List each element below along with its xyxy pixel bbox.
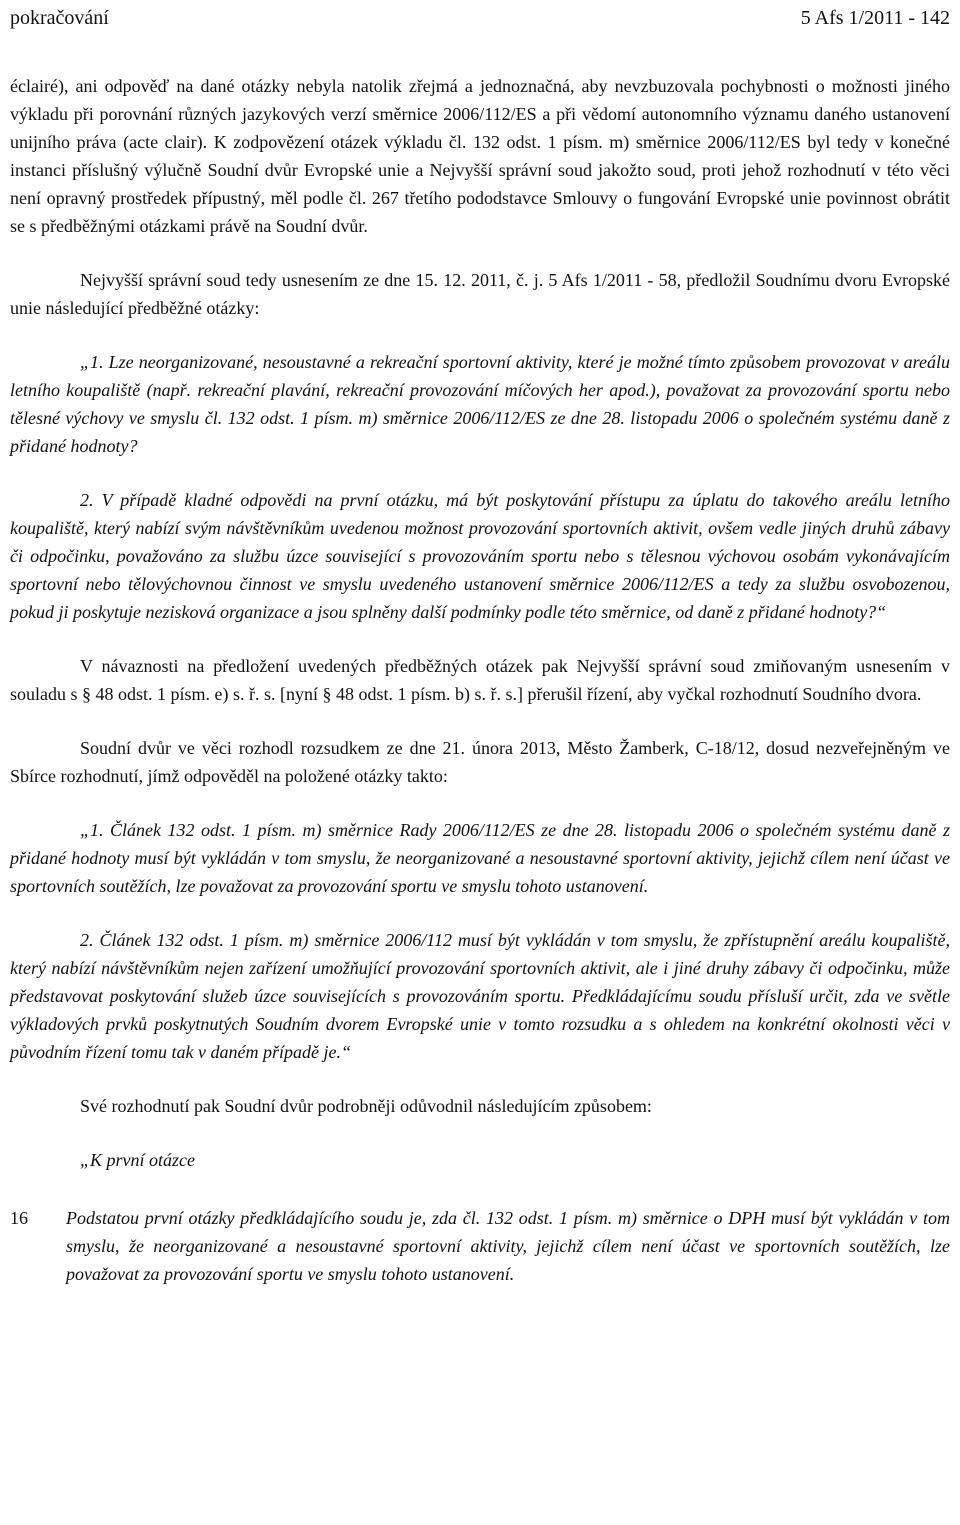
page-header	[10, 8, 950, 28]
paragraph-2: Nejvyšší správní soud tedy usnesením ze dne 15. 12. 2011, č. j. 5 Afs 1/2011 - 58, předložil Soudnímu dvoru Evropské unie následující předběžné otázky:	[10, 270, 950, 318]
question-1: „1. Lze neorganizované, nesoustavné a rekreační sportovní aktivity, které je možné tímto způsobem provozovat v areálu letního koupaliště (např. rekreační plavání, rekreační provozování míčových her apod.), považovat za provozování sportu nebo tělesné výchovy ve smyslu čl. 132 odst. 1 písm. m) směrnice 2006/112/ES ze dne 28. listopadu 2006 o společném systému daně z přidané hodnoty?	[10, 352, 950, 456]
question-2: 2. V případě kladné odpovědi na první otázku, má být poskytování přístupu za úplatu do takového areálu letního koupaliště, který nabízí svým návštěvníkům uvedenou možnost provozování sportovních aktivit, ovšem vedle jiných druhů zábavy či odpočinku, považováno za službu úzce související s provozováním sportu nebo s tělesnou výchovou osobám vykonávajícím sportovní nebo tělovýchovnou činnost ve smyslu uvedeného ustanovení směrnice 2006/112/ES a tedy za službu osvobozenou, pokud ji poskytuje nezisková organizace a jsou splněny další podmínky podle této směrnice, od daně z přidané hodnoty?“	[10, 490, 950, 622]
paragraph-4: Soudní dvůr ve věci rozhodl rozsudkem ze dne 21. února 2013, Město Žamberk, C-18/12, dosud nezveřejněným ve Sbírce rozhodnutí, jímž odpověděl na položené otázky takto:	[10, 738, 950, 786]
paragraph-6: „K první otázce	[80, 1150, 195, 1170]
paragraph-3: V návaznosti na předložení uvedených předběžných otázek pak Nejvyšší správní soud zmiňovaným usnesením v souladu s § 48 odst. 1 písm. e) s. ř. s. [nyní § 48 odst. 1 písm. b) s. ř. s.] přerušil řízení, aby vyčkal rozhodnutí Soudního dvora.	[10, 656, 950, 704]
answer-1: „1. Článek 132 odst. 1 písm. m) směrnice Rady 2006/112/ES ze dne 28. listopadu 2006 o společném systému daně z přidané hodnoty musí být vykládán v tom smyslu, že neorganizované a nesoustavné sportovní aktivity, jejichž cílem není účast ve sportovních soutěžích, lze považovat za provozování sportu ve smyslu tohoto ustanovení.	[10, 820, 950, 896]
case-number: 5 Afs 1/2011 - 142	[800, 7, 950, 29]
footnote-text: Podstatou první otázky předkládajícího soudu je, zda čl. 132 odst. 1 písm. m) směrnice o DPH musí být vykládán v tom smyslu, že neorganizované a nesoustavné sportovní aktivity, jejichž cílem není účast ve sportovních soutěžích, lze považovat za provozování sportu ve smyslu tohoto ustanovení.	[66, 1208, 950, 1284]
footnote-number: 16	[10, 1208, 28, 1228]
paragraph-1: éclairé), ani odpověď na dané otázky nebyla natolik zřejmá a jednoznačná, aby nevzbuzovala pochybnosti o možnosti jiného výkladu při porovnání různých jazykových verzí směrnice 2006/112/ES a při vědomí autonomního významu daného ustanovení unijního práva (acte clair). K zodpovězení otázek výkladu čl. 132 odst. 1 písm. m) směrnice 2006/112/ES byl tedy v konečné instanci příslušný výlučně Soudní dvůr Evropské unie a Nejvyšší správní soud jakožto soud, proti jehož rozhodnutí v této věci není opravný prostředek přípustný, měl podle čl. 267 třetího pododstavce Smlouvy o fungování Evropské unie povinnost obrátit se s předběžnými otázkami právě na Soudní dvůr.	[10, 76, 950, 236]
paragraph-5: Své rozhodnutí pak Soudní dvůr podrobněji odůvodnil následujícím způsobem:	[80, 1096, 652, 1116]
footnote	[10, 1204, 950, 1288]
document-body	[10, 72, 950, 1288]
continuation-label: pokračování	[10, 7, 109, 29]
answer-2: 2. Článek 132 odst. 1 písm. m) směrnice 2006/112 musí být vykládán v tom smyslu, že zpřístupnění areálu koupaliště, který nabízí návštěvníkům nejen zařízení umožňující provozování sportovních aktivit, ale i jiné druhy zábavy či odpočinku, může představovat poskytování služeb úzce souvisejících s provozováním sportu. Předkládajícímu soudu přísluší určit, zda ve světle výkladových prvků poskytnutých Soudním dvorem Evropské unie v tomto rozsudku a s ohledem na konkrétní okolnosti věci v původním řízení tomu tak v daném případě je.“	[10, 930, 950, 1062]
